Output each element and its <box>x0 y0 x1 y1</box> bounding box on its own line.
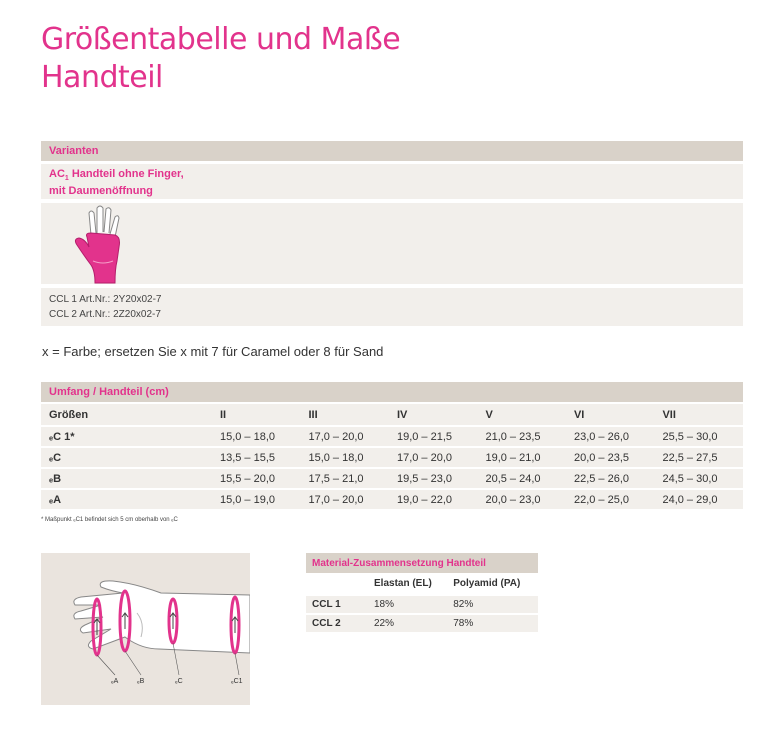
row-label: ₑC <box>41 446 212 467</box>
table-cell: 17,0 – 20,0 <box>389 446 478 467</box>
row-label: ₑB <box>41 467 212 488</box>
table-cell: 78% <box>447 613 538 632</box>
variant-label-line2: mit Daumenöffnung <box>49 185 153 198</box>
circumference-table <box>41 404 743 509</box>
column-header: Polyamid (PA) <box>447 573 538 594</box>
label-c1: ₑC1 <box>231 678 243 685</box>
table-cell: 23,0 – 26,0 <box>566 425 655 446</box>
row-label: ₑC 1* <box>41 425 212 446</box>
table-cell: 17,0 – 20,0 <box>300 425 389 446</box>
column-header: V <box>477 404 566 425</box>
table-cell: 19,0 – 21,0 <box>477 446 566 467</box>
hand-glove-icon <box>69 205 139 285</box>
row-label: CCL 2 <box>306 613 368 632</box>
table-cell: 82% <box>447 594 538 613</box>
table-cell: 22,5 – 26,0 <box>566 467 655 488</box>
table-header-row <box>306 573 538 594</box>
table-row <box>41 467 743 488</box>
table-row <box>306 613 538 632</box>
table-cell: 17,0 – 20,0 <box>300 488 389 509</box>
article-ccl2: CCL 2 Art.Nr.: 2Z20x02-7 <box>49 309 161 320</box>
table-cell: 15,0 – 19,0 <box>212 488 301 509</box>
label-a: ₑA <box>111 678 119 685</box>
variant-image-panel <box>41 203 743 284</box>
variant-label-sub: 1 <box>64 175 69 183</box>
material-table <box>306 553 538 632</box>
column-header <box>306 573 368 594</box>
table-cell: 19,5 – 23,0 <box>389 467 478 488</box>
table-cell: 20,0 – 23,5 <box>566 446 655 467</box>
table-row <box>306 594 538 613</box>
table-cell: 19,0 – 22,0 <box>389 488 478 509</box>
column-header: II <box>212 404 301 425</box>
row-label: CCL 1 <box>306 594 368 613</box>
table-cell: 20,0 – 23,0 <box>477 488 566 509</box>
article-numbers <box>41 288 743 326</box>
column-header: Größen <box>41 404 212 425</box>
table-cell: 18% <box>368 594 447 613</box>
table-cell: 19,0 – 21,5 <box>389 425 478 446</box>
table-row <box>41 446 743 467</box>
measurement-illustration <box>41 553 250 705</box>
page-subtitle: Handteil <box>41 60 163 95</box>
page-title: Größentabelle und Maße <box>41 22 401 57</box>
color-note: x = Farbe; ersetzen Sie x mit 7 für Caramel oder 8 für Sand <box>42 344 384 359</box>
column-header: VII <box>654 404 743 425</box>
article-ccl1: CCL 1 Art.Nr.: 2Y20x02-7 <box>49 294 162 305</box>
circumference-header: Umfang / Handteil (cm) <box>41 382 743 402</box>
table-cell: 22% <box>368 613 447 632</box>
column-header: VI <box>566 404 655 425</box>
table-cell: 17,5 – 21,0 <box>300 467 389 488</box>
variant-label-rest: Handteil ohne Finger, <box>68 168 184 180</box>
table-cell: 20,5 – 24,0 <box>477 467 566 488</box>
label-b: ₑB <box>137 678 145 685</box>
table-cell: 21,0 – 23,5 <box>477 425 566 446</box>
table-cell: 22,0 – 25,0 <box>566 488 655 509</box>
column-header: III <box>300 404 389 425</box>
table-cell: 15,0 – 18,0 <box>212 425 301 446</box>
material-header: Material-Zusammensetzung Handteil <box>306 553 538 573</box>
table-cell: 15,0 – 18,0 <box>300 446 389 467</box>
footnote: * Maßpunkt ₑC1 befindet sich 5 cm oberhalb von ₑC <box>41 517 178 523</box>
column-header: Elastan (EL) <box>368 573 447 594</box>
column-header: IV <box>389 404 478 425</box>
table-row <box>41 488 743 509</box>
label-c: ₑC <box>175 678 183 685</box>
table-header-row <box>41 404 743 425</box>
table-row <box>41 425 743 446</box>
row-label: ₑA <box>41 488 212 509</box>
table-cell: 15,5 – 20,0 <box>212 467 301 488</box>
variant-label-prefix: AC <box>49 168 65 180</box>
variant-label <box>41 164 743 199</box>
hand-measure-diagram <box>41 553 250 705</box>
variants-header: Varianten <box>41 141 743 161</box>
table-cell: 24,5 – 30,0 <box>654 467 743 488</box>
table-cell: 25,5 – 30,0 <box>654 425 743 446</box>
table-cell: 13,5 – 15,5 <box>212 446 301 467</box>
table-cell: 22,5 – 27,5 <box>654 446 743 467</box>
table-cell: 24,0 – 29,0 <box>654 488 743 509</box>
